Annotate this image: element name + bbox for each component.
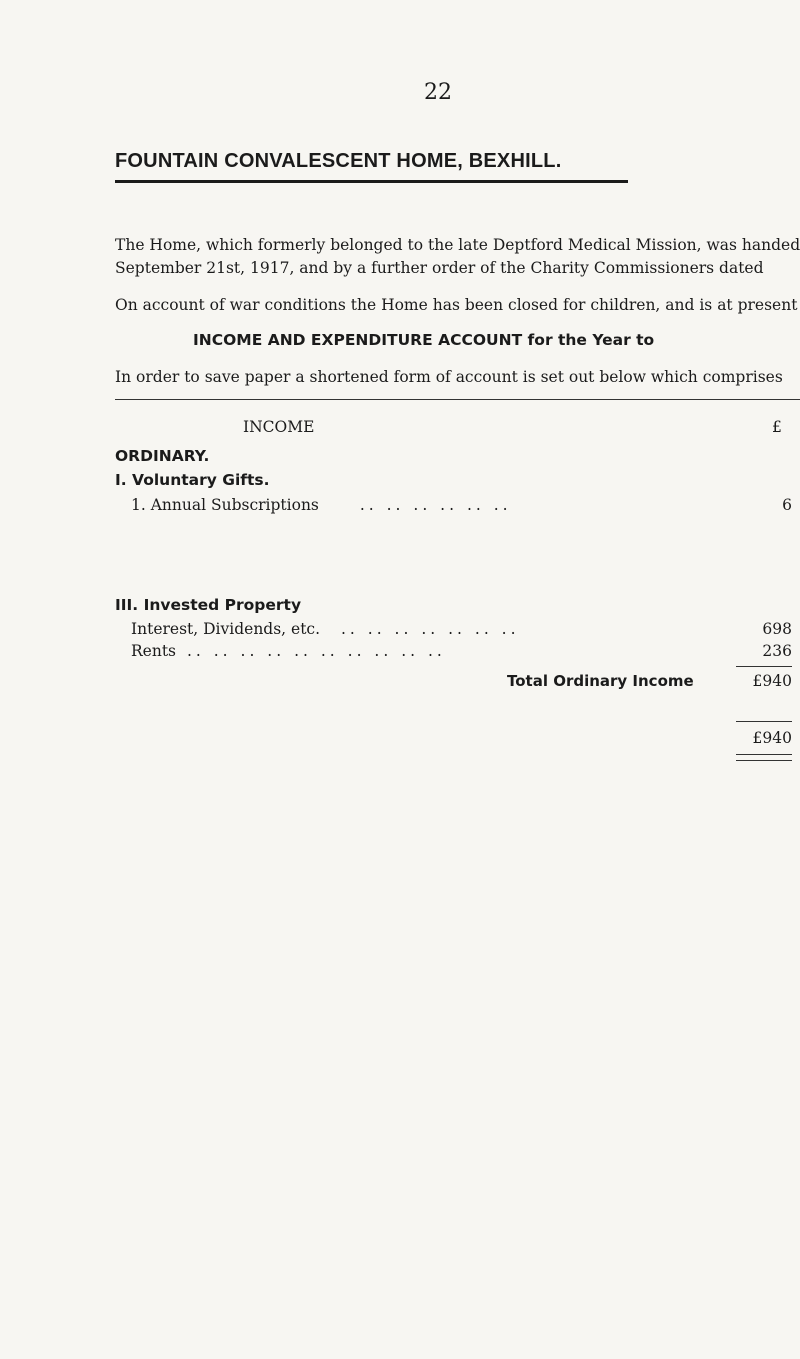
dot-leader: .. .. .. .. .. .. [359, 496, 512, 514]
page-number: 22 [424, 80, 452, 105]
subtotal-rule [736, 666, 792, 667]
row-label-interest-dividends [131, 620, 520, 638]
row-label-rents [131, 642, 446, 660]
row-label-annual-subscriptions [131, 496, 512, 514]
dot-leader: .. .. .. .. .. .. .. .. .. .. [186, 642, 446, 660]
row-amount-interest-dividends: 698 [762, 620, 792, 638]
section-ordinary: ORDINARY. [115, 447, 210, 465]
intro-paragraph-line-2: September 21st, 1917, and by a further order of the Charity Commissioners dated [115, 259, 764, 277]
group-heading-invested-property: III. Invested Property [115, 596, 302, 614]
total-ordinary-income-amount: £940 [752, 672, 792, 690]
table-top-rule [115, 399, 800, 400]
row-amount-rents: 236 [762, 642, 792, 660]
war-conditions-paragraph: On account of war conditions the Home has been closed for children, and is at present [115, 296, 798, 314]
income-column-heading: INCOME [243, 418, 315, 436]
row-label-text: 1. Annual Subscriptions [131, 496, 319, 514]
title-underline [115, 180, 628, 183]
grand-total-double-rule [736, 754, 792, 761]
account-heading: INCOME AND EXPENDITURE ACCOUNT for the Year to [193, 331, 655, 349]
total-ordinary-income-label: Total Ordinary Income [507, 672, 694, 690]
grand-total-rule [736, 721, 792, 722]
currency-heading: £ [772, 418, 782, 436]
shortened-form-paragraph: In order to save paper a shortened form of account is set out below which comprises [115, 368, 783, 386]
grand-total-amount: £940 [752, 729, 792, 747]
document-title: FOUNTAIN CONVALESCENT HOME, BEXHILL. [115, 150, 562, 172]
row-label-text: Interest, Dividends, etc. [131, 620, 321, 638]
intro-paragraph-line-1: The Home, which formerly belonged to the late Deptford Medical Mission, was handed [115, 236, 800, 254]
group-heading-voluntary-gifts: I. Voluntary Gifts. [115, 471, 270, 489]
row-label-text: Rents [131, 642, 177, 660]
row-amount-annual-subscriptions: 6 [782, 496, 792, 514]
dot-leader: .. .. .. .. .. .. .. [340, 620, 520, 638]
